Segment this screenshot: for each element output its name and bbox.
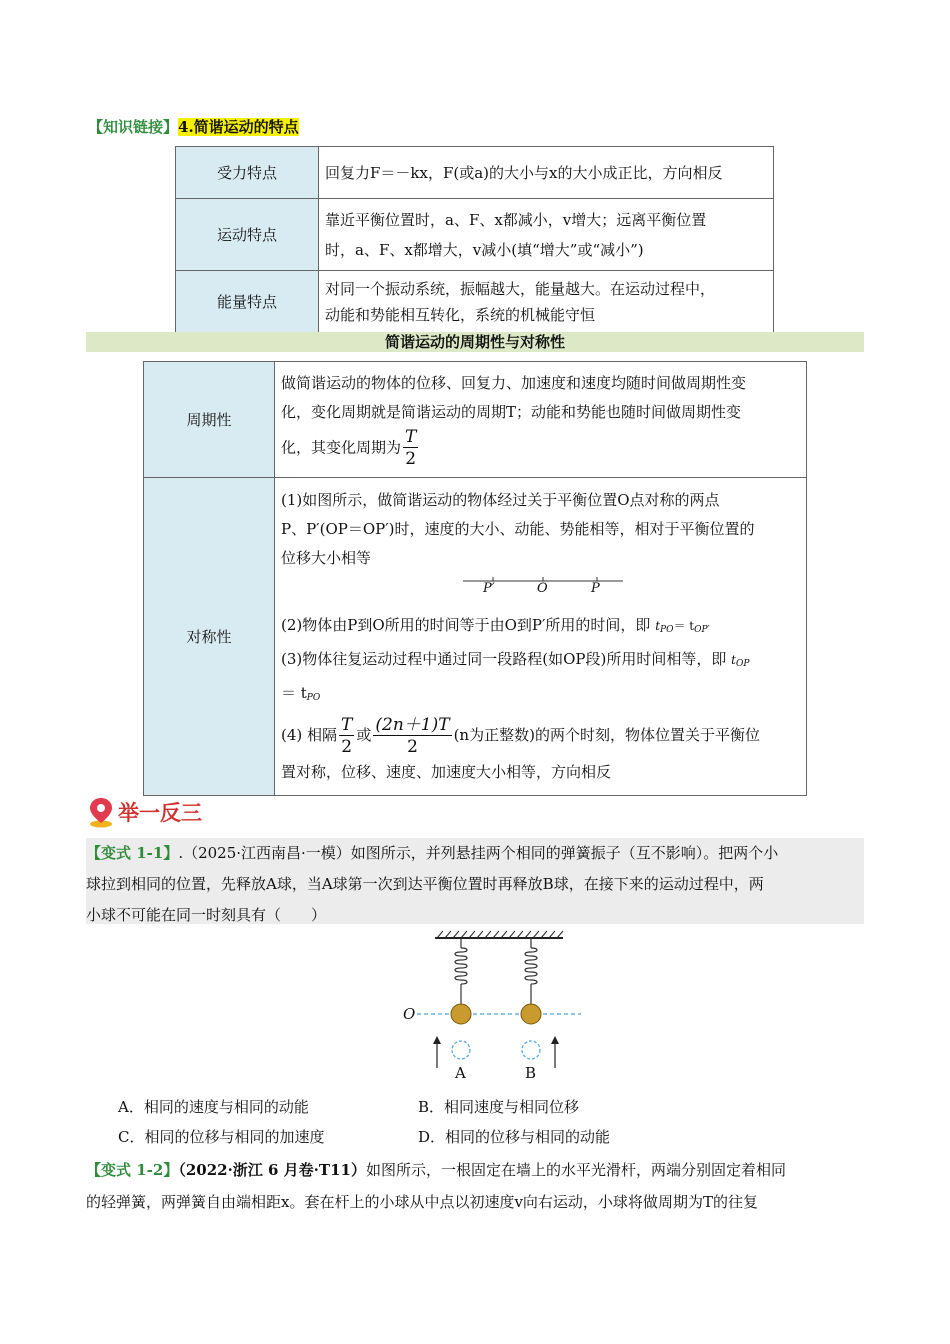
line-diagram [281, 573, 681, 611]
q1-line1-text: .（2025·江西南昌·一模）如图所示，并列悬挂两个相同的弹簧振子（互不影响）。把两个小 [178, 844, 779, 862]
energy-line2: 动能和势能相互转化，系统的机械能守恒 [325, 305, 596, 324]
spring-figure-svg [395, 928, 595, 1090]
sym-p4-a: (4) 相隔 [281, 726, 338, 745]
row-content-force: 回复力F＝－kx，F(或a)的大小与x的大小成正比，方向相反 [319, 147, 774, 199]
frac1-num: T [341, 714, 353, 735]
sym-p2-eq2: ＝ t [673, 619, 695, 634]
question-1-block [86, 838, 864, 924]
sym-p1-line1: (1)如图所示，做简谐运动的物体经过关于平衡位置O点对称的两点 [281, 491, 720, 510]
periodic-line3-text: 化，其变化周期为 [281, 438, 402, 457]
sym-p4-b: (n为正整数)的两个时刻，物体位置关于平衡位 [453, 726, 760, 745]
option-A[interactable]: A．相同的速度与相同的动能 [118, 1098, 309, 1116]
row-content-periodic [275, 362, 807, 478]
row-content-symmetry [275, 478, 807, 796]
periodic-line1: 做简谐运动的物体的位移、回复力、加速度和速度均随时间做周期性变 [281, 374, 747, 392]
question-2-block [86, 1154, 864, 1218]
sym-p3-eq: ＝ t [281, 684, 307, 703]
q2-line1 [86, 1154, 864, 1186]
symmetry-figure [281, 573, 800, 611]
q2-source: （2022·浙江 6 月卷·T11） [178, 1161, 366, 1179]
sym-p2-sub1: PO [660, 625, 674, 636]
sym-p3-line2 [281, 679, 800, 713]
motion-line1: 靠近平衡位置时，a、F、x都减小，v增大；远离平衡位置 [325, 210, 707, 229]
row-label-periodic: 周期性 [144, 362, 275, 478]
sym-p3-sub1: OP [735, 659, 750, 670]
sym-p1-line3: 位移大小相等 [281, 549, 372, 568]
features-table [175, 146, 774, 333]
sym-p3-t: t [731, 653, 736, 668]
periodic-line3 [281, 427, 800, 470]
spring-oscillator-figure [395, 928, 595, 1090]
frac-num: T [405, 427, 417, 447]
label-P-prime: P′ [483, 581, 495, 597]
figure-label-B: B [525, 1064, 537, 1082]
sym-p2-t: t [655, 619, 661, 634]
periodic-line2: 化，变化周期就是简谐运动的周期T；动能和势能也随时间做周期性变 [281, 403, 742, 421]
q2-line2: 的轻弹簧，两弹簧自由端相距x。套在杆上的小球从中点以初速度v向右运动，小球将做周期为T的往复 [86, 1193, 758, 1211]
sym-p2-text: (2)物体由P到O所用的时间等于由O到P′所用的时间，即 [281, 616, 651, 635]
q2-line1-text: 如图所示，一根固定在墙上的水平光滑杆，两端分别固定着相同 [365, 1161, 786, 1179]
section-heading [88, 796, 202, 828]
row-label-motion: 运动特点 [176, 199, 319, 271]
sym-p2-sub2: OP′ [694, 625, 710, 636]
figure-label-O: O [403, 1005, 416, 1023]
frac2-den: 2 [407, 736, 418, 757]
knowledge-link-bracket: 【知识链接】 [88, 118, 179, 136]
row-content-energy [319, 271, 774, 333]
sym-p4 [281, 713, 800, 758]
q1-tag: 【变式 1-1】 [86, 844, 179, 862]
q1-line2: 球拉到相同的位置，先释放A球，当A球第一次到达平衡位置时再释放B球，在接下来的运动过程中，两 [86, 875, 764, 893]
fraction-T-over-2 [403, 427, 418, 470]
fraction-2n1T-over-2 [373, 715, 451, 758]
q1-line1 [86, 838, 864, 869]
option-C[interactable]: C．相同的位移与相同的加速度 [118, 1128, 325, 1146]
knowledge-link-title: 4.简谐运动的特点 [178, 118, 299, 136]
figure-label-A: A [455, 1064, 466, 1082]
sym-p3 [281, 645, 800, 679]
sym-p1-line2: P、P′(OP＝OP′)时，速度的大小、动能、势能相等，相对于平衡位置的 [281, 520, 755, 539]
sym-p2 [281, 611, 800, 645]
frac1-den: 2 [341, 736, 353, 757]
label-O: O [537, 581, 548, 597]
sym-p3-text: (3)物体往复运动过程中通过同一段路程(如OP段)所用时间相等，即 [281, 650, 727, 669]
row-content-motion [319, 199, 774, 271]
energy-line1: 对同一个振动系统，振幅越大，能量越大。在运动过程中， [325, 279, 716, 298]
row-label-energy: 能量特点 [176, 271, 319, 333]
row-label-force: 受力特点 [176, 147, 319, 199]
periodicity-symmetry-table [143, 361, 807, 796]
sym-p4-or: 或 [356, 726, 372, 745]
frac-den: 2 [405, 449, 417, 469]
q1-line3: 小球不可能在同一时刻具有（ ） [86, 906, 327, 924]
motion-line2: 时，a、F、x都增大，v减小(填“增大”或“减小”) [325, 240, 644, 259]
section-heading-text: 举一反三 [118, 800, 202, 825]
location-pin-icon [88, 796, 114, 828]
row-label-symmetry: 对称性 [144, 478, 275, 796]
section-band-title: 简谐运动的周期性与对称性 [86, 332, 864, 352]
frac2-num: (2n＋1)T [375, 714, 450, 735]
knowledge-link-heading [88, 116, 299, 137]
sym-p4-line2: 置对称，位移、速度、加速度大小相等，方向相反 [281, 762, 612, 781]
label-P: P [591, 581, 600, 597]
sym-p3-sub2: PO [306, 693, 321, 704]
option-B[interactable]: B．相同速度与相同位移 [418, 1098, 580, 1116]
q2-tag: 【变式 1-2】 [86, 1161, 179, 1179]
fraction-T-over-2-b [339, 715, 354, 758]
option-D[interactable]: D．相同的位移与相同的动能 [418, 1128, 611, 1146]
